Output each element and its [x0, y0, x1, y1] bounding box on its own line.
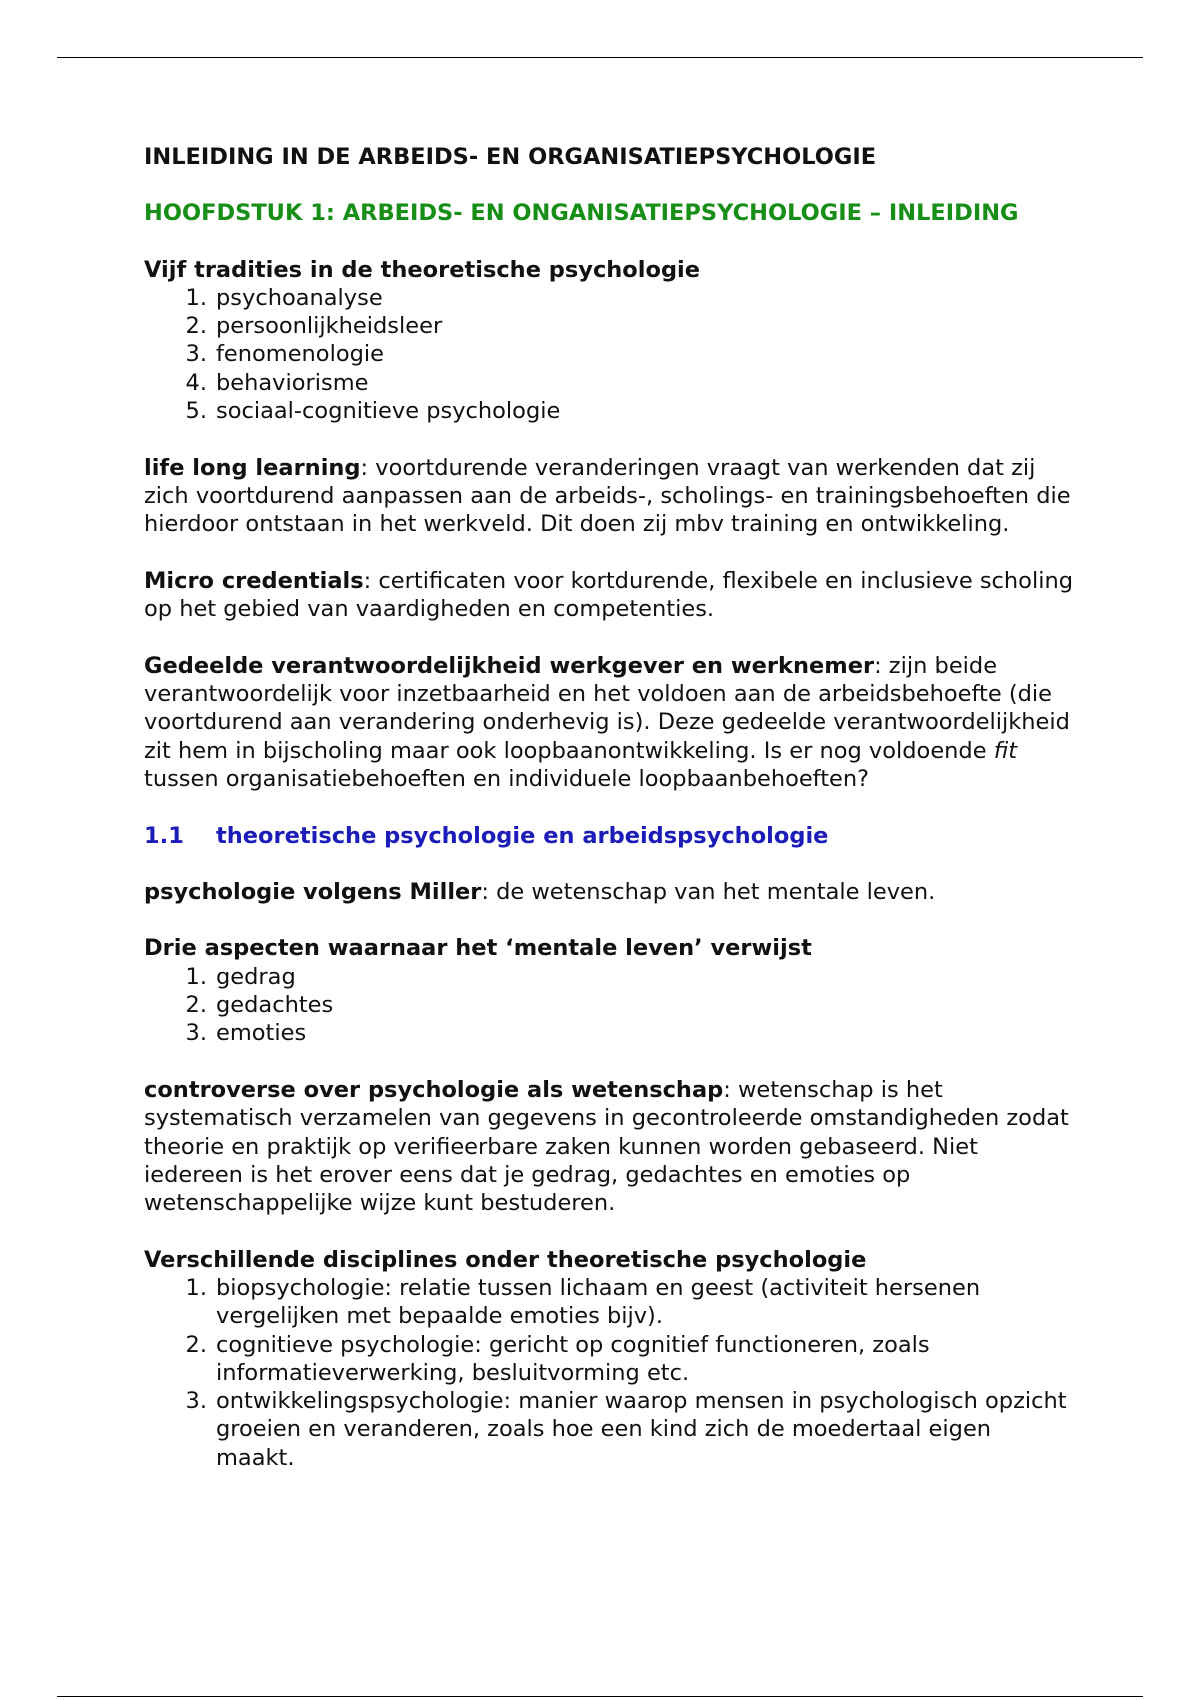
definition-cont: tussen organisatiebehoeften en individuele loopbaanbehoeften? [144, 765, 870, 792]
term: psychologie volgens Miller [144, 878, 482, 905]
list-item [144, 1331, 1074, 1388]
list-text: fenomenologie [216, 341, 384, 368]
term: life long learning [144, 454, 361, 481]
micro-credentials-paragraph [144, 567, 1074, 624]
list-text: biopsychologie: relatie tussen lichaam en geest (activiteit hersenen vergelijken met bepaalde emoties bijv). [216, 1274, 981, 1330]
definition: : de wetenschap van het mentale leven. [481, 878, 936, 905]
aspects-heading: Drie aspecten waarnaar het ‘mentale leven’ verwijst [144, 935, 812, 962]
term: controverse over psychologie als wetenschap [144, 1076, 724, 1103]
list-text: persoonlijkheidsleer [216, 313, 443, 340]
list-number: 1. [185, 963, 207, 990]
shared-responsibility-paragraph [144, 652, 1074, 793]
list-number: 2. [185, 313, 207, 340]
traditions-list [144, 284, 1074, 425]
list-item [144, 963, 1074, 991]
list-text: gedrag [216, 963, 296, 990]
list-number: 3. [185, 341, 207, 368]
definition: : wetenschap is het systematisch verzamelen van gegevens in gecontroleerde omstandigheden zodat theorie en praktijk op verifieerbare zaken kunnen worden gebaseerd. Niet iedereen is het erover eens dat je gedrag, gedachtes en emoties op wetenschappelijke wijze kunt bestuderen. [144, 1076, 1069, 1217]
list-text: ontwikkelingspsychologie: manier waarop mensen in psychologisch opzicht groeien en veranderen, zoals hoe een kind zich de moedertaal eigen maakt. [216, 1388, 1067, 1471]
list-number: 5. [185, 398, 207, 425]
term: Gedeelde verantwoordelijkheid werkgever en werknemer [144, 652, 875, 679]
emphasis: fit [993, 737, 1018, 764]
traditions-heading: Vijf tradities in de theoretische psychologie [144, 256, 701, 283]
definition: : certificaten voor kortdurende, flexibele en inclusieve scholing op het gebied van vaardigheden en competenties. [144, 567, 1073, 623]
top-rule [57, 57, 1143, 58]
chapter-heading: HOOFDSTUK 1: ARBEIDS- EN ONGANISATIEPSYCHOLOGIE – INLEIDING [144, 200, 1019, 227]
section-title: theoretische psychologie en arbeidspsychologie [216, 822, 829, 849]
list-item [144, 312, 1074, 340]
list-number: 2. [185, 1331, 207, 1358]
list-number: 3. [185, 1388, 207, 1415]
section-number: 1.1 [144, 822, 184, 849]
definition: : voortdurende veranderingen vraagt van werkenden dat zij zich voortdurend aanpassen aan de arbeids-, scholings- en trainingsbehoeften die hierdoor ontstaan in het werkveld. Dit doen zij mbv training en ontwikkeling. [144, 454, 1071, 538]
list-text: gedachtes [216, 992, 334, 1019]
list-item [144, 369, 1074, 397]
list-text: sociaal-cognitieve psychologie [216, 398, 561, 425]
list-number: 3. [185, 1020, 207, 1047]
list-text: cognitieve psychologie: gericht op cognitief functioneren, zoals informatieverwerking, besluitvorming etc. [216, 1331, 930, 1386]
definition: : zijn beide verantwoordelijk voor inzetbaarheid en het voldoen aan de arbeidsbehoefte (die voortdurend aan verandering onderhevig is). Deze gedeelde verantwoordelijkheid zit hem in bijscholing maar ook loopbaanontwikkeling. Is er nog voldoende [144, 652, 1070, 764]
miller-paragraph [144, 878, 1074, 906]
disciplines-heading: Verschillende disciplines onder theoretische psychologie [144, 1246, 867, 1273]
list-number: 4. [185, 369, 207, 396]
list-number: 1. [185, 284, 207, 311]
aspects-list [144, 963, 1074, 1048]
document-title: INLEIDING IN DE ARBEIDS- EN ORGANISATIEPSYCHOLOGIE [144, 144, 877, 170]
list-item [144, 340, 1074, 368]
list-item [144, 1387, 1074, 1472]
list-text: emoties [216, 1020, 307, 1047]
disciplines-list [144, 1274, 1074, 1472]
list-item [144, 1019, 1074, 1047]
bottom-rule [57, 1696, 1143, 1697]
section-heading [144, 822, 1074, 850]
list-item [144, 991, 1074, 1019]
document-body [144, 143, 1074, 1500]
life-long-learning-paragraph [144, 454, 1074, 539]
list-text: behaviorisme [216, 369, 369, 396]
term: Micro credentials [144, 567, 364, 594]
list-number: 2. [185, 992, 207, 1019]
list-text: psychoanalyse [216, 284, 383, 311]
list-item [144, 397, 1074, 425]
list-item [144, 1274, 1074, 1331]
list-number: 1. [185, 1274, 207, 1301]
list-item [144, 284, 1074, 312]
controversy-paragraph [144, 1076, 1074, 1217]
